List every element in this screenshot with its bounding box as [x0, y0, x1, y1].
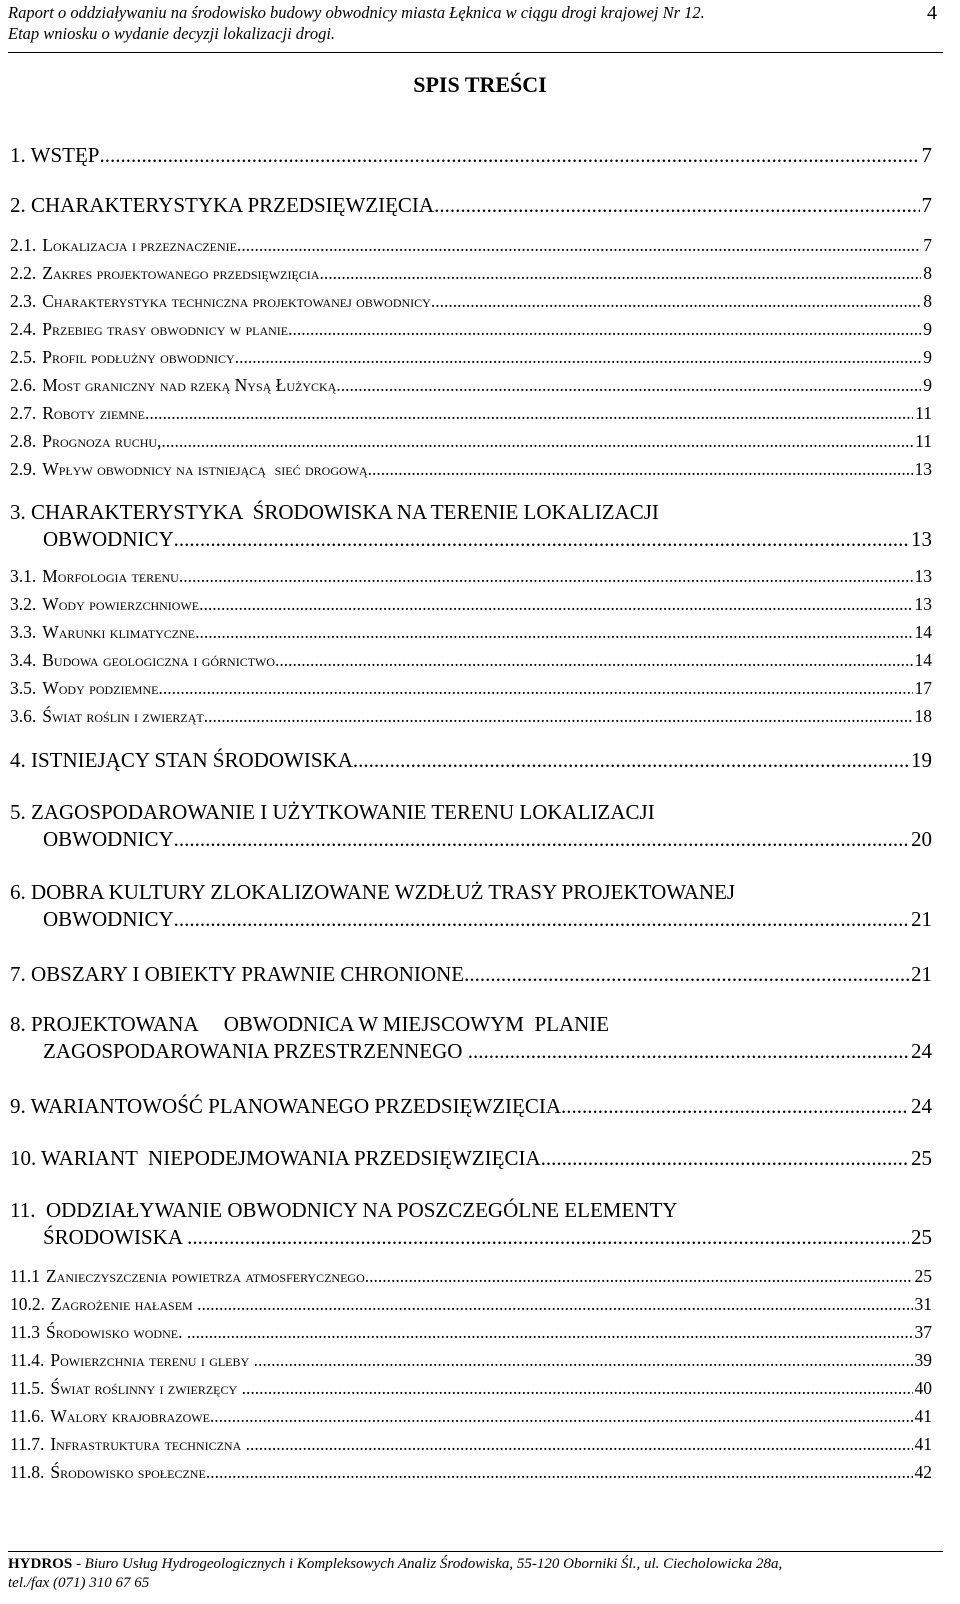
- toc-entry-title-line: 11. ODDZIAŁYWANIE OBWODNICY NA POSZCZEGÓLNE ELEMENTY: [10, 1198, 678, 1222]
- toc-entry-title-cont: ŚRODOWISKA: [43, 1225, 188, 1249]
- toc-entry-number: 2.3.: [10, 291, 37, 311]
- toc-entry-text: Środowisko społeczne: [50, 1462, 206, 1482]
- toc-page-number: 24: [911, 1094, 932, 1118]
- toc-entry[interactable]: [10, 1094, 932, 1119]
- toc-entry-line: [10, 1322, 932, 1343]
- toc-page-number: 14: [914, 650, 932, 670]
- dot-leader: [368, 459, 913, 480]
- toc-entry-text: Roboty ziemne: [42, 403, 145, 423]
- toc-entry-line: [10, 1406, 932, 1427]
- toc-entry-line: [10, 431, 932, 452]
- toc-entry-text: Charakterystyka techniczna projektowanej obwodnicy: [42, 291, 431, 311]
- toc-entry-title: [10, 1322, 187, 1343]
- toc-entry[interactable]: [10, 1322, 932, 1343]
- toc-entry[interactable]: [10, 880, 932, 932]
- toc-entry[interactable]: [10, 193, 932, 218]
- toc-entry-title-cont: OBWODNICY: [43, 527, 174, 551]
- toc-entry-line: [10, 291, 932, 312]
- toc-entry-number: 2.4.: [10, 319, 37, 339]
- toc-entry-title: [10, 678, 158, 699]
- dot-leader: [187, 1225, 909, 1250]
- toc-title: SPIS TREŚCI: [413, 72, 547, 97]
- toc-entry-text: Budowa geologiczna i górnictwo: [42, 650, 276, 670]
- toc-entry-number: 2.5.: [10, 347, 37, 367]
- toc-entry-number: 2.9.: [10, 459, 37, 479]
- toc-entry-text: Most graniczny nad rzeką Nysą Łużycką: [42, 375, 337, 395]
- page-number: 4: [927, 2, 937, 24]
- toc-entry[interactable]: [10, 143, 932, 168]
- dot-leader: [541, 1146, 909, 1171]
- toc-entry-number: 11.7.: [10, 1434, 45, 1454]
- toc-entry-number: 2.1.: [10, 235, 37, 255]
- header-text: [8, 2, 858, 44]
- toc-entry-title: [10, 566, 183, 587]
- toc-entry-line: [10, 1434, 932, 1455]
- footer-company: HYDROS: [8, 1556, 73, 1572]
- toc-page-number: 11: [915, 431, 932, 451]
- dot-leader: [288, 319, 921, 340]
- toc-page-number: 41: [914, 1406, 932, 1426]
- toc-entry-line: [10, 748, 932, 773]
- toc-entry-title: [10, 375, 336, 396]
- toc-entry-number: 11.8.: [10, 1462, 45, 1482]
- toc-entry[interactable]: [10, 1266, 932, 1287]
- dot-leader: [237, 235, 921, 256]
- toc-entry[interactable]: [10, 1198, 932, 1250]
- toc-entry-title: [10, 1378, 242, 1399]
- toc-entry-text: Wody powierzchniowe: [42, 594, 200, 614]
- toc-entry-line: [10, 1146, 932, 1171]
- toc-entry-text: Wody podziemne: [42, 678, 159, 698]
- dot-leader: [161, 431, 913, 452]
- toc-page-number: 19: [911, 748, 932, 772]
- toc-entry-line: [10, 907, 932, 932]
- toc-entry[interactable]: [10, 800, 932, 852]
- toc-entry-number: 2.2.: [10, 263, 37, 283]
- toc-entry-line: [10, 962, 932, 987]
- toc-entry-line: [10, 1266, 932, 1287]
- toc-entry-text: Warunki klimatyczne: [42, 622, 196, 642]
- toc-entry-line: [10, 1462, 932, 1483]
- toc-entry[interactable]: [10, 650, 932, 671]
- toc-page-number: 13: [914, 459, 932, 479]
- toc-entry[interactable]: [10, 1378, 932, 1399]
- toc-entry-text: Przebieg trasy obwodnicy w planie: [42, 319, 289, 339]
- dot-leader: [204, 706, 913, 727]
- toc-entry-text: Wpływ obwodnicy na istniejącą sieć drogową: [42, 459, 368, 479]
- toc-entry-text: Świat roślin i zwierząt: [42, 706, 204, 726]
- toc-entry-title: 1. WSTĘP: [10, 143, 100, 167]
- footer-line-2: tel./fax (071) 310 67 65: [8, 1575, 150, 1591]
- dot-leader: [464, 962, 909, 987]
- toc-entry-title: 9. WARIANTOWOŚĆ PLANOWANEGO PRZEDSIĘWZIĘCIA: [10, 1094, 562, 1118]
- toc-entry-title: [10, 347, 235, 368]
- toc-entry[interactable]: [10, 1462, 932, 1483]
- toc-entry-title: [10, 1462, 206, 1483]
- toc-page-number: 7: [923, 235, 932, 255]
- toc-page-number: 24: [911, 1039, 932, 1063]
- dot-leader: [174, 527, 909, 552]
- toc-entry-number: 3.2.: [10, 594, 37, 614]
- dot-leader: [246, 1434, 913, 1455]
- toc-entry[interactable]: [10, 1294, 932, 1315]
- toc-entry-line: [10, 678, 932, 699]
- dot-leader: [561, 1094, 909, 1119]
- toc-entry-title: [10, 1294, 197, 1315]
- dot-leader: [275, 650, 912, 671]
- toc-entry-number: 10.2.: [10, 1294, 45, 1314]
- toc-page-number: 42: [914, 1462, 932, 1482]
- toc-entry[interactable]: [10, 678, 932, 699]
- dot-leader: [319, 263, 921, 284]
- toc-entry-title: [10, 235, 237, 256]
- toc-entry[interactable]: [10, 594, 932, 615]
- toc-entry[interactable]: [10, 291, 932, 312]
- toc-entry-title: 7. OBSZARY I OBIEKTY PRAWNIE CHRONIONE: [10, 962, 465, 986]
- toc-entry-title-cont: ZAGOSPODAROWANIA PRZESTRZENNEGO: [43, 1039, 468, 1063]
- dot-leader: [145, 403, 913, 424]
- toc-entry[interactable]: [10, 622, 932, 643]
- toc-page-number: 7: [921, 193, 932, 217]
- toc-page-number: 13: [911, 527, 932, 551]
- dot-leader: [210, 1406, 913, 1427]
- toc-entry-title: [10, 291, 431, 312]
- toc-entry-title-cont: OBWODNICY: [43, 907, 174, 931]
- toc-entry-text: Zanieczyszczenia powietrza atmosferycznego.: [45, 1266, 370, 1286]
- toc-entry-number: 11.6.: [10, 1406, 45, 1426]
- toc-entry[interactable]: [10, 403, 932, 424]
- toc-entry-title: [10, 1350, 254, 1371]
- toc-entry-number: 11.3: [10, 1322, 40, 1342]
- toc-entry-line: [10, 375, 932, 396]
- toc-entry-number: 2.6.: [10, 375, 37, 395]
- toc-page-number: 14: [914, 622, 932, 642]
- toc-entry-line: [10, 1225, 932, 1250]
- toc-page-number: 25: [914, 1266, 932, 1286]
- toc-entry-text: Profil podłużny obwodnicy: [42, 347, 235, 367]
- toc-entry-title: [10, 622, 195, 643]
- toc-entry-title: [10, 319, 288, 340]
- toc-entry-title: [10, 459, 368, 480]
- toc-page-number: 25: [911, 1225, 932, 1249]
- toc-page-number: 18: [914, 706, 932, 726]
- toc-entry-title-line: 8. PROJEKTOWANA OBWODNICA W MIEJSCOWYM PLANIE: [10, 1012, 610, 1036]
- toc-entry-line: [10, 594, 932, 615]
- toc-entry[interactable]: [10, 1146, 932, 1171]
- toc-entry[interactable]: [10, 347, 932, 368]
- toc-page-number: 40: [914, 1378, 932, 1398]
- toc-page-number: 31: [914, 1294, 932, 1314]
- toc-entry-line: [10, 827, 932, 852]
- toc-entry[interactable]: [10, 375, 932, 396]
- toc-entry-number: 2.7.: [10, 403, 37, 423]
- toc-entry-line: [10, 566, 932, 587]
- toc-entry[interactable]: [10, 706, 932, 727]
- dot-leader: [353, 748, 909, 773]
- footer-address: - Biuro Usług Hydrogeologicznych i Kompleksowych Analiz Środowiska, 55-120 Oborniki Śl., ul. Ciecholowicka 28a,: [72, 1556, 783, 1572]
- toc-entry[interactable]: [10, 235, 932, 256]
- dot-leader: [187, 1322, 913, 1343]
- toc-entry-text: Infrastruktura techniczna: [50, 1434, 246, 1454]
- toc-entry[interactable]: [10, 459, 932, 480]
- dot-leader: [431, 291, 921, 312]
- dot-leader: [99, 143, 919, 168]
- toc-page-number: 11: [915, 403, 932, 423]
- toc-entry[interactable]: [10, 1406, 932, 1427]
- page-header: [8, 0, 943, 53]
- toc-entry-number: 3.3.: [10, 622, 37, 642]
- toc-page-number: 21: [911, 962, 932, 986]
- toc-entry[interactable]: [10, 263, 932, 284]
- toc-entry-title: [10, 1434, 246, 1455]
- toc-page-number: 9: [923, 375, 932, 395]
- dot-leader: [195, 622, 912, 643]
- dot-leader: [174, 907, 909, 932]
- footer-line-1: [8, 1555, 943, 1574]
- dot-leader: [206, 1462, 913, 1483]
- toc-entry[interactable]: [10, 1350, 932, 1371]
- toc-entry[interactable]: [10, 1434, 932, 1455]
- toc-entry-title: [10, 403, 145, 424]
- toc-entry[interactable]: [10, 431, 932, 452]
- toc-page-number: 9: [923, 347, 932, 367]
- header-line-1: Raport o oddziaływaniu na środowisko budowy obwodnicy miasta Łęknica w ciągu drogi krajowej Nr 12.: [8, 3, 705, 22]
- toc-entry-line: [10, 263, 932, 284]
- header-line-2: Etap wniosku o wydanie decyzji lokalizacji drogi.: [8, 24, 336, 43]
- toc-entry[interactable]: [10, 319, 932, 340]
- dot-leader: [183, 566, 912, 587]
- toc-page-number: 25: [911, 1146, 932, 1170]
- dot-leader: [174, 827, 909, 852]
- toc-entry-number: 3.6.: [10, 706, 37, 726]
- toc-entry-title: [10, 594, 199, 615]
- toc-entry-title-cont: OBWODNICY: [43, 827, 174, 851]
- toc-entry-line: [10, 1350, 932, 1371]
- toc-page-number: 21: [911, 907, 932, 931]
- toc-entry-line: [10, 193, 932, 218]
- toc-entry-title: 4. ISTNIEJĄCY STAN ŚRODOWISKA: [10, 748, 353, 772]
- toc-page-number: 8: [923, 263, 932, 283]
- toc-entry-title: [10, 706, 204, 727]
- dot-leader: [369, 1266, 912, 1287]
- dot-leader: [434, 193, 919, 218]
- toc-page-number: 39: [914, 1350, 932, 1370]
- dot-leader: [242, 1378, 913, 1399]
- toc-entry[interactable]: [10, 1012, 932, 1064]
- toc-entry-line: [10, 1294, 932, 1315]
- toc-entry-text: Środowisko wodne.: [45, 1322, 187, 1342]
- toc-entry-line: [10, 706, 932, 727]
- toc-page-number: 13: [914, 594, 932, 614]
- toc-entry-text: Zagrożenie hałasem: [51, 1294, 198, 1314]
- dot-leader: [197, 1294, 912, 1315]
- toc-entry-number: 11.5.: [10, 1378, 45, 1398]
- toc-entry[interactable]: [10, 500, 932, 552]
- dot-leader: [199, 594, 912, 615]
- toc-entry[interactable]: [10, 962, 932, 987]
- toc-entry-text: Lokalizacja i przeznaczenie: [42, 235, 238, 255]
- toc-page-number: 9: [923, 319, 932, 339]
- toc-entry[interactable]: [10, 748, 932, 773]
- toc-page-number: 13: [914, 566, 932, 586]
- toc-entry-line: [10, 347, 932, 368]
- toc-entry-line: [10, 622, 932, 643]
- toc-entry-line: [10, 403, 932, 424]
- toc-page-number: 7: [921, 143, 932, 167]
- toc-entry-title: [10, 263, 319, 284]
- dot-leader: [235, 347, 922, 368]
- toc-entry-line: [10, 1094, 932, 1119]
- toc-entry-line: [10, 235, 932, 256]
- toc-entry-text: Powierzchnia terenu i gleby: [50, 1350, 254, 1370]
- toc-page-number: 8: [923, 291, 932, 311]
- toc-entry-title: 2. CHARAKTERYSTYKA PRZEDSIĘWZIĘCIA: [10, 193, 435, 217]
- toc-entry-title-line: 5. ZAGOSPODAROWANIE I UŻYTKOWANIE TERENU LOKALIZACJI: [10, 800, 655, 824]
- toc-entry-line: [10, 527, 932, 552]
- toc-entry-line: [10, 650, 932, 671]
- toc-entry-title: 10. WARIANT NIEPODEJMOWANIA PRZEDSIĘWZIĘCIA: [10, 1146, 541, 1170]
- toc-entry-line: [10, 459, 932, 480]
- toc-page-number: 37: [914, 1322, 932, 1342]
- toc-entry-line: [10, 1039, 932, 1064]
- toc-entry-text: Prognoza ruchu,: [42, 431, 162, 451]
- dot-leader: [336, 375, 921, 396]
- dot-leader: [254, 1350, 913, 1371]
- toc-entry-number: 3.1.: [10, 566, 37, 586]
- dot-leader: [468, 1039, 909, 1064]
- toc-entry-title: [10, 1266, 369, 1287]
- toc-entry-title-line: 3. CHARAKTERYSTYKA ŚRODOWISKA NA TERENIE LOKALIZACJI: [10, 500, 659, 524]
- toc-entry-title: [10, 431, 161, 452]
- dot-leader: [158, 678, 912, 699]
- toc-entry-title-line: 6. DOBRA KULTURY ZLOKALIZOWANE WZDŁUŻ TRASY PROJEKTOWANEJ: [10, 880, 736, 904]
- toc-entry[interactable]: [10, 566, 932, 587]
- toc-entry-text: Zakres projektowanego przedsięwzięcia: [42, 263, 320, 283]
- toc-entry-line: [10, 143, 932, 168]
- page-footer: [8, 1551, 943, 1593]
- toc-entry-line: [10, 1378, 932, 1399]
- toc-entry-title: [10, 1406, 210, 1427]
- toc-entry-line: [10, 319, 932, 340]
- toc-page-number: 17: [914, 678, 932, 698]
- toc-entry-number: 3.5.: [10, 678, 37, 698]
- toc-entry-number: 11.4.: [10, 1350, 45, 1370]
- toc-page-number: 20: [911, 827, 932, 851]
- toc-entry-number: 11.1: [10, 1266, 40, 1286]
- toc-page-number: 41: [914, 1434, 932, 1454]
- toc-entry-title: [10, 650, 275, 671]
- toc-entry-number: 3.4.: [10, 650, 37, 670]
- toc-entry-number: 2.8.: [10, 431, 37, 451]
- toc-entry-text: Świat roślinny i zwierzęcy: [50, 1378, 242, 1398]
- toc-entry-text: Walory krajobrazowe: [50, 1406, 210, 1426]
- toc-entry-text: Morfologia terenu.: [42, 566, 184, 586]
